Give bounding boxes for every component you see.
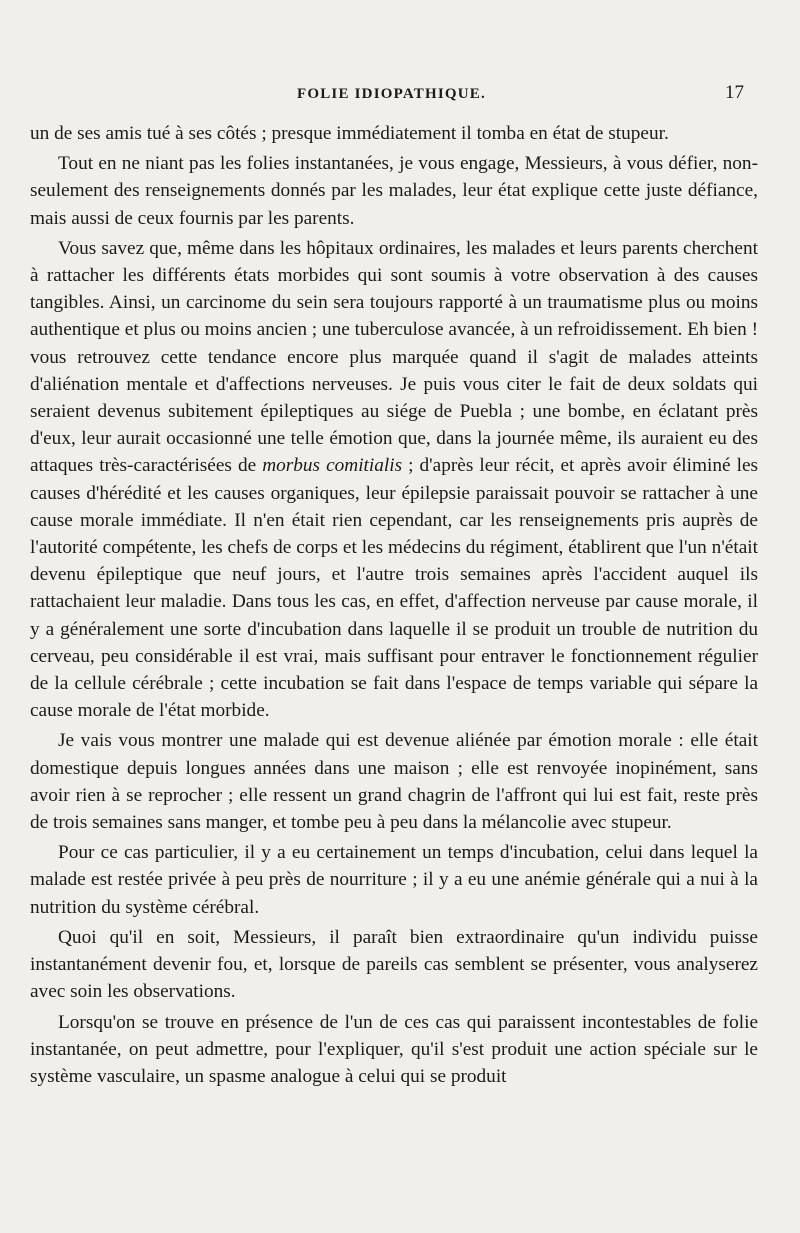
paragraph-continuation: un de ses amis tué à ses côtés ; presque immédiatement il tomba en état de stupeur. (30, 123, 669, 144)
paragraph-text: ; d'après leur récit, et après avoir éliminé les causes d'hérédité et les causes organiques, leur épilepsie paraissait pouvoir se rattacher à une cause morale immédiate. Il n'en était rien cependant, car les renseignements pris auprès de l'autorité compétente, les chefs de corps et les médecins du régiment, établirent que l'un n'était devenu épileptique que neuf jours, et l'autre trois semaines après l'accident auquel ils rattachaient leur maladie. Dans tous les cas, en effet, d'affection nerveuse par cause morale, il y a généralement une sorte d'incubation dans laquelle il se produit un trouble de nutrition du cerveau, peu considérable il est vrai, mais suffisant pour entraver le fonctionnement régulier de la cellule cérébrale ; cette incubation se fait dans l'espace de temps variable qui sépare la cause morale de l'état morbide. (30, 455, 759, 722)
paragraph-text: Vous savez que, même dans les hôpitaux ordinaires, les malades et leurs parents cherchent à rattacher les différents états morbides qui sont soumis à votre observation à des causes tangibles. Ainsi, un carcinome du sein sera toujours rapporté à un traumatisme plus ou moins authentique et plus ou moins ancien ; une tuberculose avancée, à un refroidissement. Eh bien ! vous retrouvez cette tendance encore plus marquée quand il s'agit de malades atteints d'aliénation mentale et d'affections nerveuses. Je puis vous citer le fait de deux soldats qui seraient devenus subitement épileptiques au siége de Puebla ; une bombe, en éclatant près d'eux, leur aurait occasionné une telle émotion que, dans la journée même, ils auraient eu des attaques très-caractérisées de (30, 237, 758, 477)
paragraph: Pour ce cas particulier, il y a eu certainement un temps d'incubation, celui dans lequel la malade est restée privée à peu près de nourriture ; il y a eu une anémie générale qui a nui à la nutrition du système cérébral. (30, 842, 758, 918)
paragraph: Je vais vous montrer une malade qui est devenue aliénée par émotion morale : elle était domestique depuis longues années dans une maison ; elle est renvoyée inopinément, sans avoir rien à se reprocher ; elle ressent un grand chagrin de l'affront qui lui est fait, reste près de trois semaines sans manger, et tombe peu à peu dans la mélancolie avec stupeur. (30, 730, 758, 834)
page-header (0, 82, 800, 110)
paragraph: Tout en ne niant pas les folies instantanées, je vous engage, Messieurs, à vous défier, non-seulement des renseignements donnés par les malades, leur état explique cette juste défiance, mais aussi de ceux fournis par les parents. (30, 153, 758, 229)
running-title: FOLIE IDIOPATHIQUE. (297, 86, 486, 102)
latin-term: morbus comitialis (262, 455, 403, 477)
page-number: 17 (725, 82, 744, 103)
body-text (30, 120, 758, 1090)
paragraph (30, 235, 758, 725)
paragraph: Lorsqu'on se trouve en présence de l'un de ces cas qui paraissent incontestables de folie instantanée, on peut admettre, pour l'expliquer, qu'il s'est produit une action spéciale sur le système vasculaire, un spasme analogue à celui qui se produit (30, 1011, 758, 1087)
paragraph: Quoi qu'il en soit, Messieurs, il paraît bien extraordinaire qu'un individu puisse instantanément devenir fou, et, lorsque de pareils cas semblent se présenter, vous analyserez avec soin les observations. (30, 926, 758, 1003)
